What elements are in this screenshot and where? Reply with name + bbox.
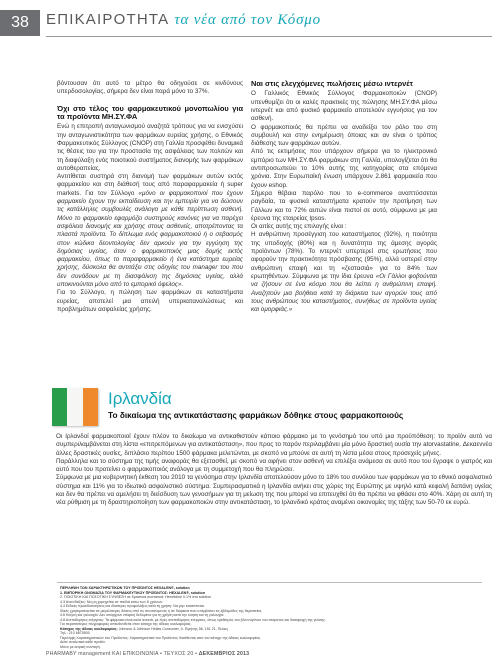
left-paragraph-2 (57, 173, 243, 289)
left-paragraph-3: Για το Σύλλογο, η πώληση των φαρμάκων σε καταστήματα ευρείας, αποτελεί μια απειλή υπερκαταναλώσεως και προβλημάτων ασφαλείας χρήσης. (57, 289, 243, 313)
right-heading: Ναι στις ελεγχόμενες πωλήσεις μέσω ιντερνέτ (251, 79, 413, 88)
page-header (0, 0, 500, 50)
smallprint-line-9: Για περισσότερες πληροφορίες απευθυνθείτε στον κάτοχο της άδειας κυκλοφορίας. (60, 622, 192, 626)
smallprint-line-1: ΠΕΡΙΛΗΨΗ ΤΩΝ ΧΑΡΑΚΤΗΡΙΣΤΙΚΩΝ ΤΟΥ ΠΡΟΪΟΝΤΟΣ HEXALEN®, solution (60, 586, 190, 590)
section-name: ΕΠΙΚΑΙΡΟΤΗΤΑ (46, 11, 170, 28)
ireland-paragraph-1: Οι Ιρλανδοί φαρμακοποιοί έχουν πλέον το δικαίωμα να αντικαθιστούν κάποιο φάρμακο με το γενόσημό του υπό μια προϋπόθεση: το προϊόν αυτό να συμπεριλαμβάνεται στη λίστα «επιτρεπόμενων για αντικατάσταση», που προς το παρόν περιλαμβάνει μία μόνο δραστική ουσία την atorvastatine. Δεκαεννέα άλλες δραστικές ουσίες, διπλάσιο περίπου 1500 φάρμακα μελετώνται, με σκοπό να μπούνε σε αυτή τη λίστα μέσα στους προσεχείς μήνες. (56, 433, 492, 457)
left-paragraph-2-text: Αντιτίθεται συστηρά στη διανομή των φαρμάκων αυτών εκτός φαρμακείου και στη διάθεσή τους από παραφαρμακεία ή super markets. Για τον Σύλλογο (57, 173, 243, 197)
smallprint-holder-value: Johnson & Johnson Hellas Consumer, Λ. Ειρήνης 56, 151 21, Πεύκη (118, 626, 228, 631)
smallprint-line-12: Μόνο με ιατρική συνταγή. (60, 644, 101, 649)
product-smallprint (60, 586, 480, 649)
right-paragraph-5: Οι αιτίες αυτής της επιλογής είναι : (251, 223, 347, 231)
right-column (251, 80, 437, 314)
left-paragraph-2-quote: «μόνο οι φαρμακοποιοί που έχουν φαρμακείο έχουν την εκπαίδευση και την εμπειρία για να δώσουν τις κατάλληλες συμβουλές ανάλογα με κάθε περίπτωση ασθενή. Μόνο το φαρμακείο εφαρμόζει συστηρούς κανόνες για να παρέχει ασφάλεια διανομής και χρήσης στους ασθενείς, αποτρέποντας τα πλαστά προϊόντα. Το δίπλωμα ενός φαρμακοποιού ή ο σεβασμός στον κώδικα δεοντολογίας δεν αρκούν για την εγγύηση της δημόσιας υγείας, όταν ο φαρμακοποιός μιας δομής εκτός φαρμακείου, όπως το παραφαρμακείο ή ένα κατάστημα ευρείας χρήσης, δύσκολα θα αντιτάξει στις οδηγίες του manager του που δεν συνάδουν με τη διασφάλιση της δημόσιας υγείας, αλλά υποκινούνται μόνο από το εμπορικό όφελος». (57, 189, 243, 289)
header-rule (46, 36, 492, 37)
left-intro: βόντουσαν ότι αυτό το μέτρο θα οδηγούσε σε κινδύνους υπερδοσολογίας, σήμερα δεν είναι παρά μόνο το 37%. (57, 80, 243, 96)
smallprint-line-2: 1. ΕΜΠΟΡΙΚΗ ΟΝΟΜΑΣΙΑ ΤΟΥ ΦΑΡΜΑΚΕΥΤΙΚΟΥ ΠΡΟΪΟΝΤΟΣ: HEXALEN®, solution (60, 590, 205, 595)
smallprint-tel: Τηλ.: 210 6875500 (60, 631, 90, 635)
page-footer: PHARMABY management ΚΑΙ ΕΠΙΚΟΙΝΩΝΙΑ • ΤΕΥΧΟΣ 20 • ΔΕΚΕΜΒΡΙΟΣ 2013 (46, 651, 250, 657)
left-paragraph-1: Ενώ η επιτροπή ανταγωνισμού αναζητά τρόπους για να ενισχύσει την ανταγωνιστικότητα των φαρμάκων ευρείας χρήσης, ο Εθνικός Φαρμακευτικός Σύλλογος (CNOP) στη Γαλλία προσφέθει δυναμικά τις θέσεις του για την προστασία της ασφάλειας των πολιτών και τη διαφύλαξη ενός ποιοτικού συστήματος διανομής των φαρμάκων αυτοθεραπείας. (57, 123, 243, 172)
smallprint-line-4: 4.3 Αντενδείξεις: Να μη χορηγείται σε παιδιά κάτω των 6 χρόνων. (60, 599, 164, 604)
smallprint-line-11: Δείτε αναλυτικά κάθε προϊόν. (60, 640, 107, 644)
smallprint-line-3: 2. ΠΟΙΟΤΙΚΗ ΚΑΙ ΠΟΣΟΤΙΚΗ ΣΥΝΘΕΣΗ σε δραστικά συστατικά: Hexetidine 0,1% στο solution (60, 595, 212, 599)
flag-green-stripe (52, 388, 67, 426)
ireland-title: Ιρλανδία (108, 389, 172, 408)
right-paragraph-2: Ο φαρμακοποιός θα πρέπει να αναδείξει τον ρόλο του στη συμβουλή και στην ενημέρωση όποιας και αν είναι ο τρόπος διάθεσης των φαρμάκων αυτών. (251, 123, 437, 148)
section-title (46, 11, 321, 29)
ireland-paragraph-2: Παράλληλα και το σύστημα της τιμής αναφοράς θα εξετασθεί, με σκοπό να αφήνει στον ασθενή να επιλέξει ανάμεσα σε αυτό που του έγραψε ο γιατρός και αυτό που του προτείνει ο φαρμακοποιός ανάλογα με τη συμμετοχή που θα πληρώσει. (56, 457, 492, 474)
footer-magazine: PHARMABY management ΚΑΙ ΕΠΙΚΟΙΝΩΝΙΑ (46, 651, 159, 657)
right-paragraph-6 (251, 231, 437, 314)
right-paragraph-3: Από τις εκτιμήσεις που υπάρχουν σήμερα για το ηλεκτρονικό εμπόριο των ΜΗ.ΣΥ.ΦΑ φαρμάκων στη Γαλλία, υπολογίζεται ότι θα αντιπροσωπεύει το 10% αυτής της κατηγορίας στα επόμενα χρόνια. Στην Ευρωπαϊκή ένωση υπάρχουν 2.861 φαρμακεία που έχουν eshop. (251, 148, 437, 189)
ireland-body (56, 433, 492, 508)
right-paragraph-6-text: Η ανθρώπινη προσέγγιση του καταστήματος (92%), η ποιότητα της υποδοχής (80%) και η δυνατότητα της άμεσης αγοράς προϊόντων (78%). Το ιντερνέτ υπερτερεί στις ερωτήσεις που αφορούν την πρακτικότητα πρόσβασης (95%), αλλά υστερεί στην ανθρώπινη επαφή και τη «ζεστασιά» για το 84% των ερωτηθέντων. Σύμφωνα με την ίδια έρευνα (251, 231, 437, 280)
left-heading: Όχι στο τέλος του φαρμακευτικού μονοπωλίου για τα προϊόντα ΜΗ.ΣΥ.ΦΑ (57, 103, 243, 121)
ireland-paragraph-3: Σύμφωνα με μια κυβερνητική έκθεση του 2010 τα γενόσημα στην Ιρλανδία αποτελούσαν μόνο το 18% του συνόλου των φαρμάκων για το εθνικό ασφαλιστικό σύστημα και 11% για το ιδιωτικό ασφαλιστικό σύστημα. Συμπερασματικά η Ιρλανδία ανήκει στις χώρες της Ευρώπης με υψηλό κατά κεφαλή δαπάνη υγείας και δεν θα πρέπει να αμελήσει τη διείσδυση των γενοσήμων για τη μείωση της που μπορεί να επιτευχθεί ότι θα πρέπει να φθάσει στο 40%. Χάρη σε αυτή τη νέα ρύθμιση με τη δραστηριοποίηση των φαρμακοποιών στην αντικατάσταση, το Ιρλανδικό κράτος αναμένει οικονομίες της τάξης των 50-70 εκ ευρώ. (56, 474, 492, 507)
right-paragraph-1: Ο Γαλλικός Εθνικός Σύλλογος Φαρμακοποιών (CNOP) υπενθυμίζει ότι οι καλές πρακτικές της πώλησης ΜΗ.ΣΥ.ΦΑ μέσω ιντερνέτ και από φυσικό φαρμακείο αποτελούν εγγυήσεις για τον ασθενή. (251, 90, 437, 123)
smallprint-divider (57, 582, 482, 583)
ireland-subtitle: Το δικαίωμα της αντικατάστασης φαρμάκων δόθηκε στους φαρμακοποιούς (108, 410, 404, 420)
smallprint-holder-label: Κάτοχος της άδειας κυκλοφορίας: (60, 626, 118, 631)
page-number-badge: 38 (0, 10, 40, 36)
ireland-flag-icon (52, 388, 98, 426)
smallprint-line-6: Ιδικές χρησιμοποιείται σε μεγαλύτερες δόσεις από τις συνιστώμενες ή σε διάρκεια που υπερβαίνει τις εβδομάδες της θεραπείας. (60, 608, 263, 613)
smallprint-line-7: 4.6 Κύηση και γαλουχία: Δεν υπάρχουν επαρκή δεδομένα για τη χρήση κατά την κύηση και τη γαλουχία. (60, 613, 225, 617)
left-column (57, 80, 243, 314)
right-paragraph-4: Σήμερα θέβαια παρόλο που το e-commerce αναπτύσσεται ραγδαία, τα φυσικά καταστήματα κρατούν την προτίμηση των Γάλλων και το 72% αυτών είναι πιστοί σε αυτό, σύμφωνα με μια έρευνα της εταιρείας Ipsos. (251, 189, 437, 222)
right-paragraph-6-quote: «Οι Γάλλοι φοβούνται να ζήσουν σε ένα κόσμο που θα λείπει η ανθρώπινη επαφή. Αναζητούν μια βοήθεια κατά τη διάρκεια των αγορών τους από τους ανθρώπους του καταστήματος, συνήθως σε προϊόντα υγείας και ομορφιάς.» (251, 272, 437, 314)
smallprint-line-5: 4.4 Ειδικές προειδοποιήσεις και ιδιαίτερες προφυλάξεις κατά τη χρήση: Να μην καταπίνεται. (60, 604, 206, 608)
ireland-section (52, 388, 499, 578)
footer-issue: ΤΕΥΧΟΣ 20 (163, 651, 194, 657)
section-subtitle: τα νέα από τον Κόσμο (174, 12, 321, 28)
flag-orange-stripe (83, 388, 98, 426)
smallprint-line-8: 4.8 Ανεπιθύμητες ενέργειες: Τα φάρμακα είναι καλά ανεκτά, με λίγες ανεπιθύμητες ενέργειες, όπως ερεθισμός του βλεννογόνου του στόματος και διαταραχή της γεύσης. (60, 617, 326, 622)
footer-date: ΔΕΚΕΜΒΡΙΟΣ 2013 (198, 651, 250, 657)
flag-white-stripe (67, 388, 82, 426)
smallprint-line-10: Περιλήψη Χαρακτηριστικών του Προϊόντος: Χαρακτηριστικά του Προϊόντος διατίθενται από τον κάτοχο της άδειας κυκλοφορίας. (60, 635, 262, 640)
